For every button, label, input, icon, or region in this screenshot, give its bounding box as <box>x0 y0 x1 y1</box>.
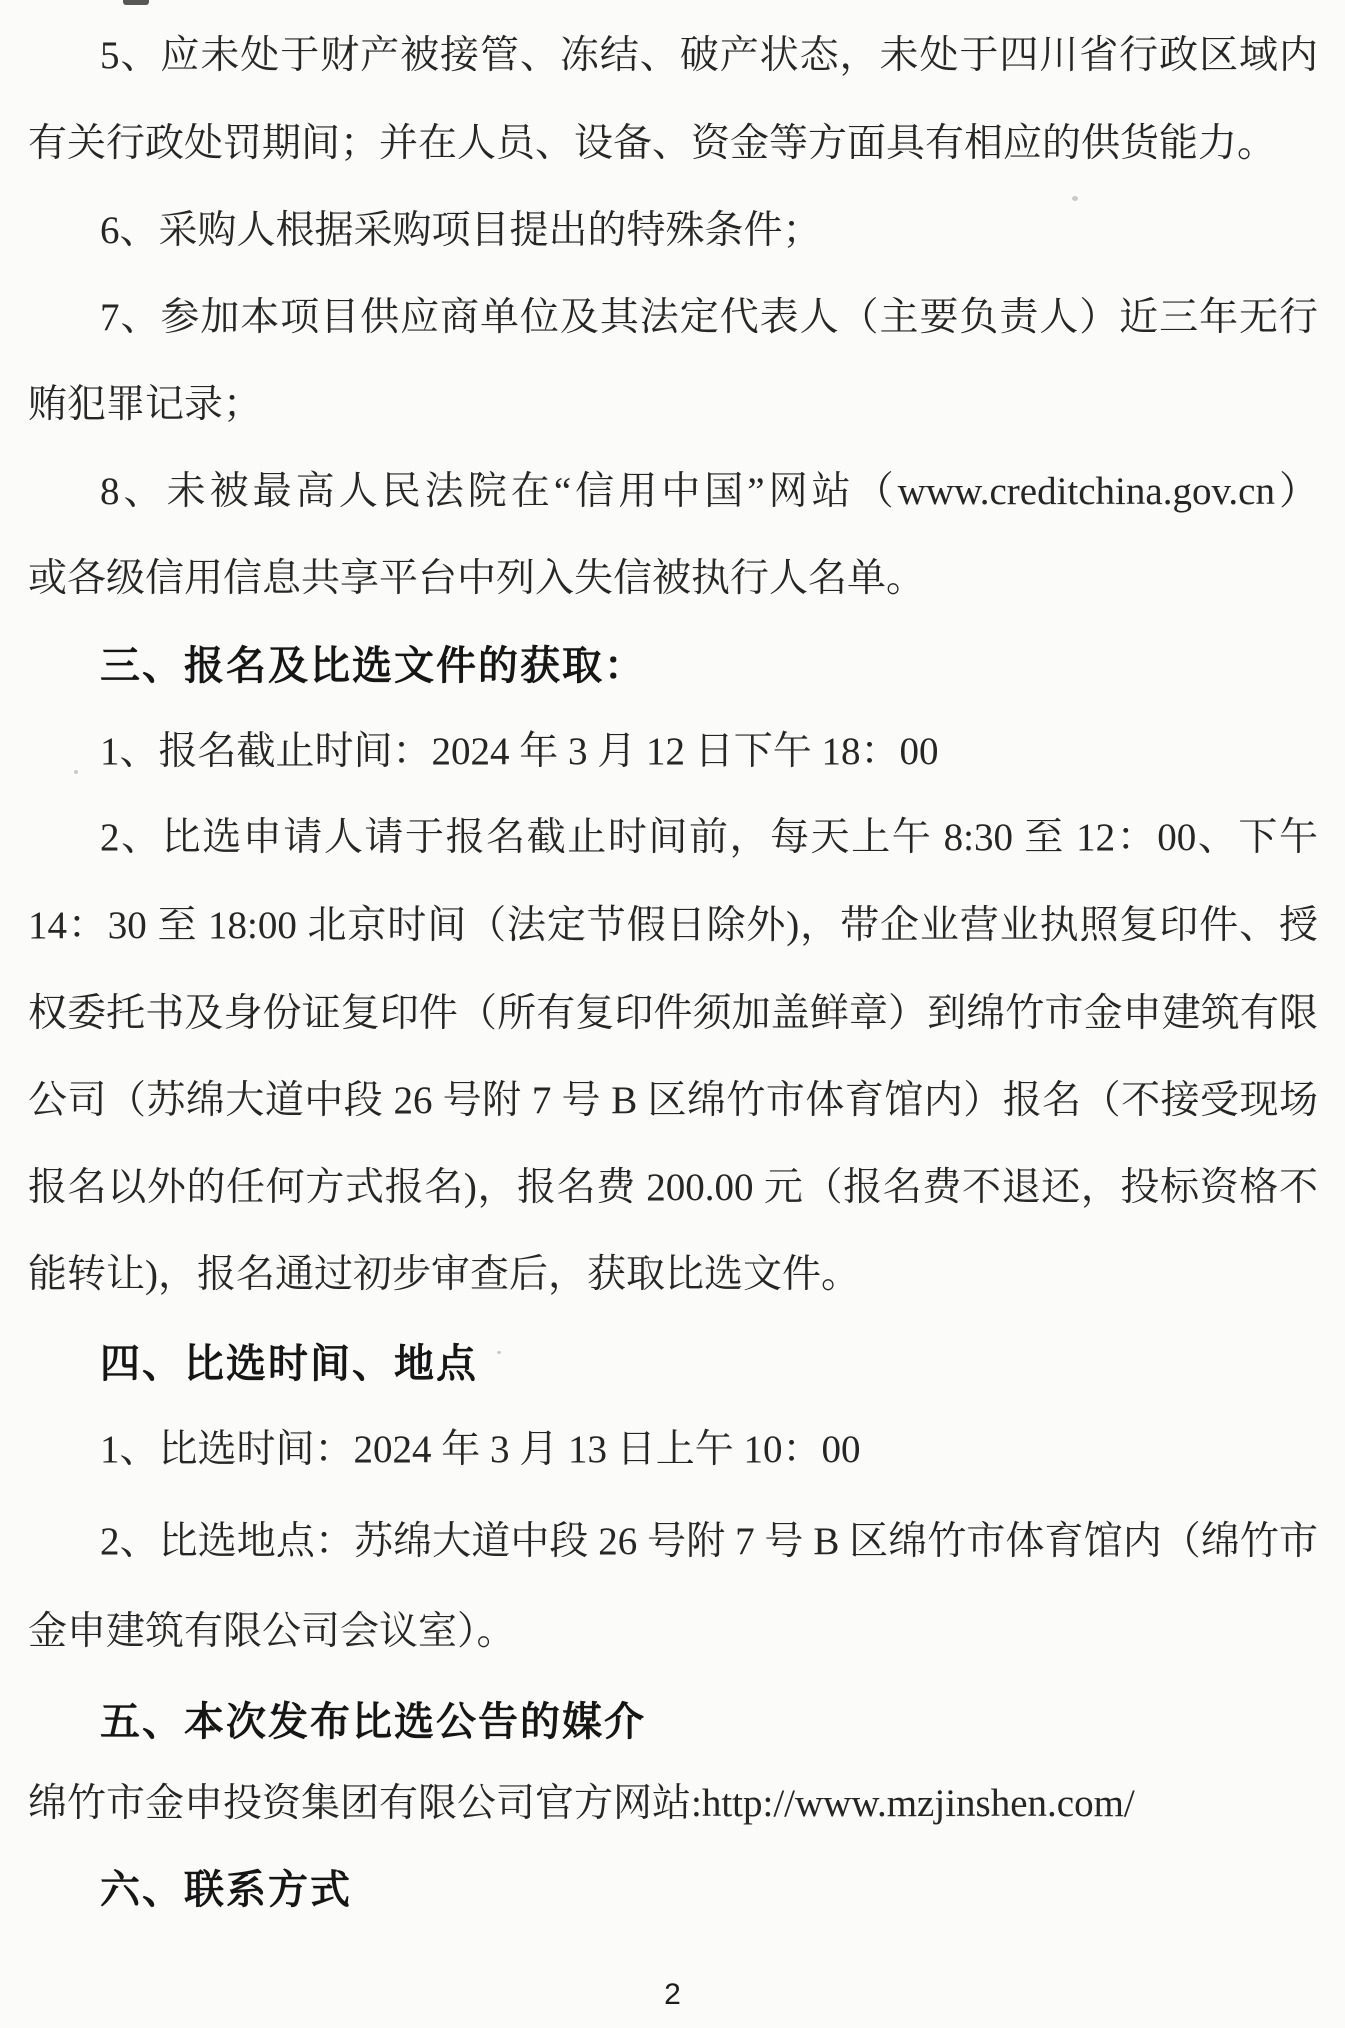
section-3-item-2-line-1: 2、比选申请人请于报名截止时间前，每天上午 8:30 至 12：00、下午 <box>100 816 1318 859</box>
clause-7-line-1: 7、参加本项目供应商单位及其法定代表人（主要负责人）近三年无行 <box>100 296 1318 339</box>
section-3-item-2-line-5: 报名以外的任何方式报名)，报名费 200.00 元（报名费不退还，投标资格不 <box>28 1166 1318 1209</box>
clause-5-line-1: 5、应未处于财产被接管、冻结、破产状态，未处于四川省行政区域内 <box>100 34 1318 77</box>
clause-8-line-2: 或各级信用信息共享平台中列入失信被执行人名单。 <box>28 557 926 600</box>
section-3-item-1-deadline: 1、报名截止时间：2024 年 3 月 12 日下午 18：00 <box>100 730 939 773</box>
scan-artifact-speck <box>1072 196 1078 201</box>
section-4-item-2-line-1: 2、比选地点：苏绵大道中段 26 号附 7 号 B 区绵竹市体育馆内（绵竹市 <box>100 1520 1318 1563</box>
section-5-heading: 五、本次发布比选公告的媒介 <box>100 1700 646 1744</box>
section-6-heading: 六、联系方式 <box>100 1868 352 1912</box>
clause-8-line-1: 8、未被最高人民法院在“信用中国”网站（www.creditchina.gov.cn） <box>100 470 1318 513</box>
clause-7-line-2: 贿犯罪记录； <box>28 383 263 426</box>
scan-artifact-top-edge <box>123 0 149 5</box>
section-5-media-website: 绵竹市金申投资集团有限公司官方网站:http://www.mzjinshen.com/ <box>28 1782 1135 1825</box>
clause-5-line-2: 有关行政处罚期间；并在人员、设备、资金等方面具有相应的供货能力。 <box>28 122 1277 165</box>
scan-artifact-speck <box>74 770 78 774</box>
section-3-item-2-line-3: 权委托书及身份证复印件（所有复印件须加盖鲜章）到绵竹市金申建筑有限 <box>28 992 1318 1035</box>
scan-artifact-speck <box>497 1351 501 1354</box>
section-4-item-1-time: 1、比选时间：2024 年 3 月 13 日上午 10：00 <box>100 1428 861 1471</box>
page-number: 2 <box>664 1978 681 2011</box>
section-3-item-2-line-6: 能转让)，报名通过初步审查后，获取比选文件。 <box>28 1253 860 1296</box>
clause-6: 6、采购人根据采购项目提出的特殊条件； <box>100 209 822 252</box>
section-3-heading: 三、报名及比选文件的获取： <box>100 644 646 688</box>
section-4-item-2-line-2: 金申建筑有限公司会议室）。 <box>28 1610 516 1653</box>
section-3-item-2-line-2: 14：30 至 18:00 北京时间（法定节假日除外)，带企业营业执照复印件、授 <box>28 904 1318 947</box>
section-4-heading: 四、比选时间、地点 <box>100 1342 478 1386</box>
section-3-item-2-line-4: 公司（苏绵大道中段 26 号附 7 号 B 区绵竹市体育馆内）报名（不接受现场 <box>28 1079 1318 1122</box>
